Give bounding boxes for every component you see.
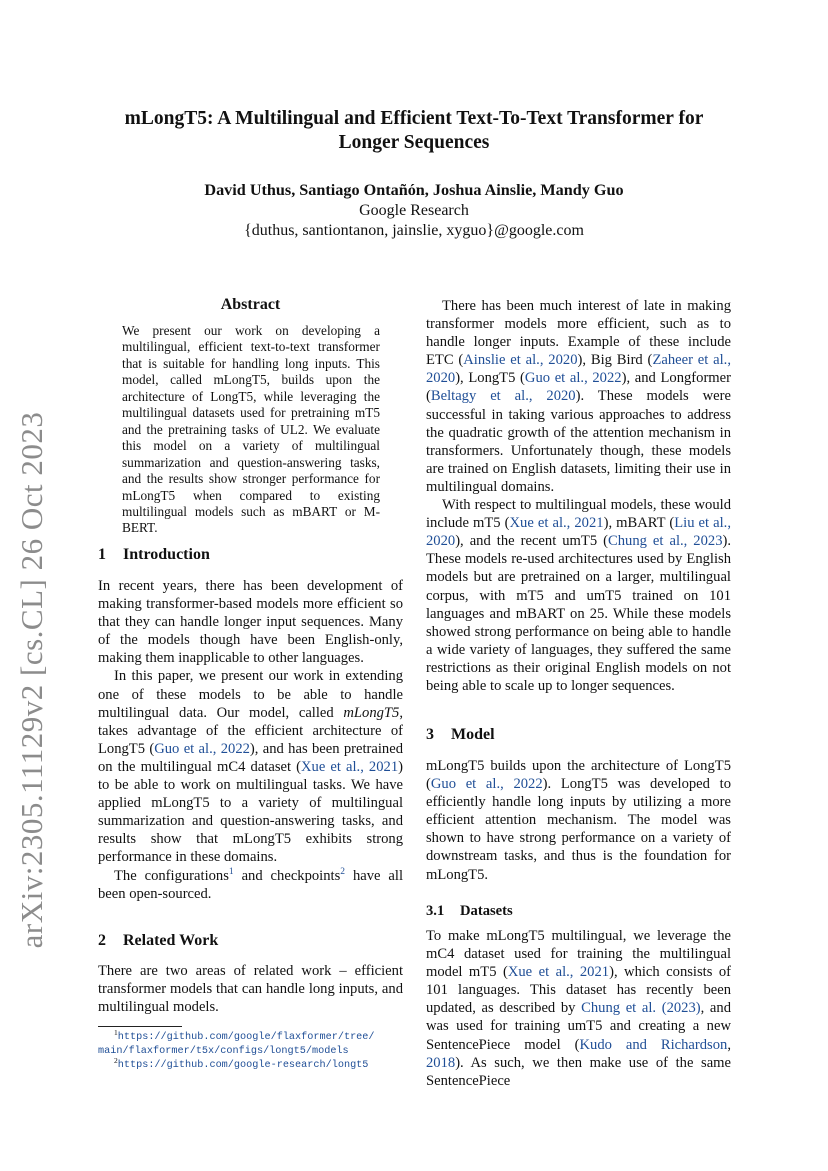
footnote-link[interactable]: https://github.com/google-research/longt5 xyxy=(117,1060,369,1071)
introduction-text xyxy=(98,577,403,903)
section-number: 2 xyxy=(98,932,106,949)
citation-link[interactable]: Ainslie et al., 2020 xyxy=(463,352,578,369)
related-work-text xyxy=(98,962,403,1016)
paragraph: To make mLongT5 multilingual, we leverage the mC4 dataset used for training the multilingual model mT5 (Xue et al., 2021), which consists of 101 languages. This dataset has recently been updated, as described by Chung et al. (2023), and was used for training umT5 and creating a new SentencePiece model (Kudo and Richardson, 2018). As such, we then make use of the same SentencePiece xyxy=(426,928,732,1089)
citation-link[interactable]: Guo et al., 2022 xyxy=(524,370,622,387)
datasets-text xyxy=(426,927,731,1090)
affiliation: Google Research xyxy=(359,202,469,219)
footnote-marker[interactable]: 1 xyxy=(228,866,234,877)
footnote xyxy=(98,1028,403,1045)
footnote xyxy=(98,1056,403,1073)
footnote-divider xyxy=(98,1026,182,1027)
section-heading xyxy=(426,726,495,744)
citation-link[interactable]: Guo et al., 2022 xyxy=(154,740,250,757)
citation-link[interactable]: Xue et al., 2021 xyxy=(300,758,399,775)
footnotes xyxy=(98,1028,403,1073)
citation-link[interactable]: Xue et al., 2021 xyxy=(509,515,604,532)
section-title: Datasets xyxy=(460,903,513,919)
section-heading xyxy=(98,932,218,950)
citation-link[interactable]: 2018 xyxy=(426,1054,456,1071)
citation-link[interactable]: Zaheer et al., 2020 xyxy=(426,352,731,387)
author-list: David Uthus, Santiago Ontañón, Joshua Ainslie, Mandy Guo xyxy=(204,181,624,199)
abstract-heading: Abstract xyxy=(220,296,281,313)
related-work-continued xyxy=(426,297,731,695)
section-number: 3 xyxy=(426,726,434,743)
section-title: Introduction xyxy=(123,546,210,563)
citation-link[interactable]: Xue et al., 2021 xyxy=(507,964,610,981)
footnote-marker: 2 xyxy=(114,1056,118,1065)
paragraph: In this paper, we present our work in extending one of these models to be able to handle multilingual data. Our model, called mLongT5, takes advantage of the efficient architecture of LongT5 (Guo et al., 2022), and has been pretrained on the multilingual mC4 dataset (Xue et al., 2021) to be able to work on multilingual tasks. We have applied mLongT5 to a variety of multilingual summarization and question-answering tasks, and results show that mLongT5 exhibits strong performance in these domains. xyxy=(98,668,403,866)
author-emails: {duthus, santiontanon, jainslie, xyguo}@google.com xyxy=(244,222,584,239)
section-number: 3.1 xyxy=(426,903,445,919)
citation-link[interactable]: Guo et al., 2022 xyxy=(430,776,543,793)
paragraph: mLongT5 builds upon the architecture of LongT5 (Guo et al., 2022). LongT5 was developed to efficiently handle long inputs by utilizing a more efficient attention mechanism. The model was shown to have strong performance on a variety of downstream tasks, and thus is the foundation for mLongT5. xyxy=(426,758,731,883)
footnote-link[interactable]: https://github.com/google/flaxformer/tree/ xyxy=(117,1032,375,1043)
paragraph: In recent years, there has been development of making transformer-based models more efficient so that they can handle longer input sequences. Many of the models though have been English-only, making them inapplicable to other languages. xyxy=(98,578,403,667)
citation-link[interactable]: Kudo and Richardson xyxy=(579,1036,728,1053)
section-title: Model xyxy=(451,726,495,743)
section-number: 1 xyxy=(98,546,106,563)
footnote-marker[interactable]: 2 xyxy=(340,866,346,877)
paper-title-line: Longer Sequences xyxy=(338,132,490,153)
paper-title xyxy=(70,107,758,155)
paragraph: There has been much interest of late in making transformer models more efficient, such as to handle longer inputs. Example of these include ETC (Ainslie et al., 2020), Big Bird (Zaheer et al., 2020), LongT5 (Guo et al., 2022), and Longformer (Beltagy et al., 2020). These models were successful in taking various approaches to address the quadratic growth of the attention mechanism in transformers. Unfortunately though, these models are trained on English datasets, limiting their use in multilingual domains. xyxy=(426,298,731,495)
citation-link[interactable]: Chung et al., 2023 xyxy=(608,533,723,550)
paper-title-line: mLongT5: A Multilingual and Efficient Text-To-Text Transformer for xyxy=(124,108,704,129)
subsection-heading xyxy=(426,903,513,920)
paragraph: With respect to multilingual models, these would include mT5 (Xue et al., 2021), mBART (Liu et al., 2020), and the recent umT5 (Chung et al., 2023). These models re-used architectures used by English models but are pretrained on a larger, multilingual corpus, with mT5 and umT5 trained on 101 languages and mBART on 25. While these models showed strong performance on being able to handle a wide variety of languages, they suffered the same restrictions as their original English models on not being able to scale up to longer sequences. xyxy=(426,497,732,694)
section-heading xyxy=(98,546,210,564)
section-title: Related Work xyxy=(123,932,219,949)
footnote-link[interactable]: main/flaxformer/t5x/configs/longt5/models xyxy=(98,1046,349,1057)
footnote-marker: 1 xyxy=(114,1028,118,1037)
model-name: mLongT5 xyxy=(343,704,400,721)
model-text xyxy=(426,757,731,884)
citation-link[interactable]: Liu et al., 2020 xyxy=(426,515,731,550)
paragraph: The configurations$^1$ and checkpoints$^2$ have all been open-sourced. xyxy=(98,866,404,902)
citation-link[interactable]: Beltagy et al., 2020 xyxy=(430,388,576,405)
footnote-continuation xyxy=(98,1045,403,1059)
paragraph: There are two areas of related work – efficient transformer models that can handle long inputs, and multilingual models. xyxy=(98,963,403,1016)
citation-link[interactable]: Chung et al. (2023) xyxy=(581,1000,701,1017)
abstract-body: We present our work on developing a multilingual, efficient text-to-text transformer that is suitable for handling long inputs. This model, called mLongT5, builds upon the architecture of LongT5, while leveraging the multilingual datasets used for pretraining mT5 and the pretraining tasks of UL2. We evaluate this model on a variety of multilingual summarization and question-answering tasks, and the results show stronger performance for mLongT5 when compared to existing multilingual models such as mBART or M-BERT. xyxy=(122,323,380,536)
arxiv-sidebar-identifier: arXiv:2305.11129v2 [cs.CL] 26 Oct 2023 xyxy=(14,411,49,949)
